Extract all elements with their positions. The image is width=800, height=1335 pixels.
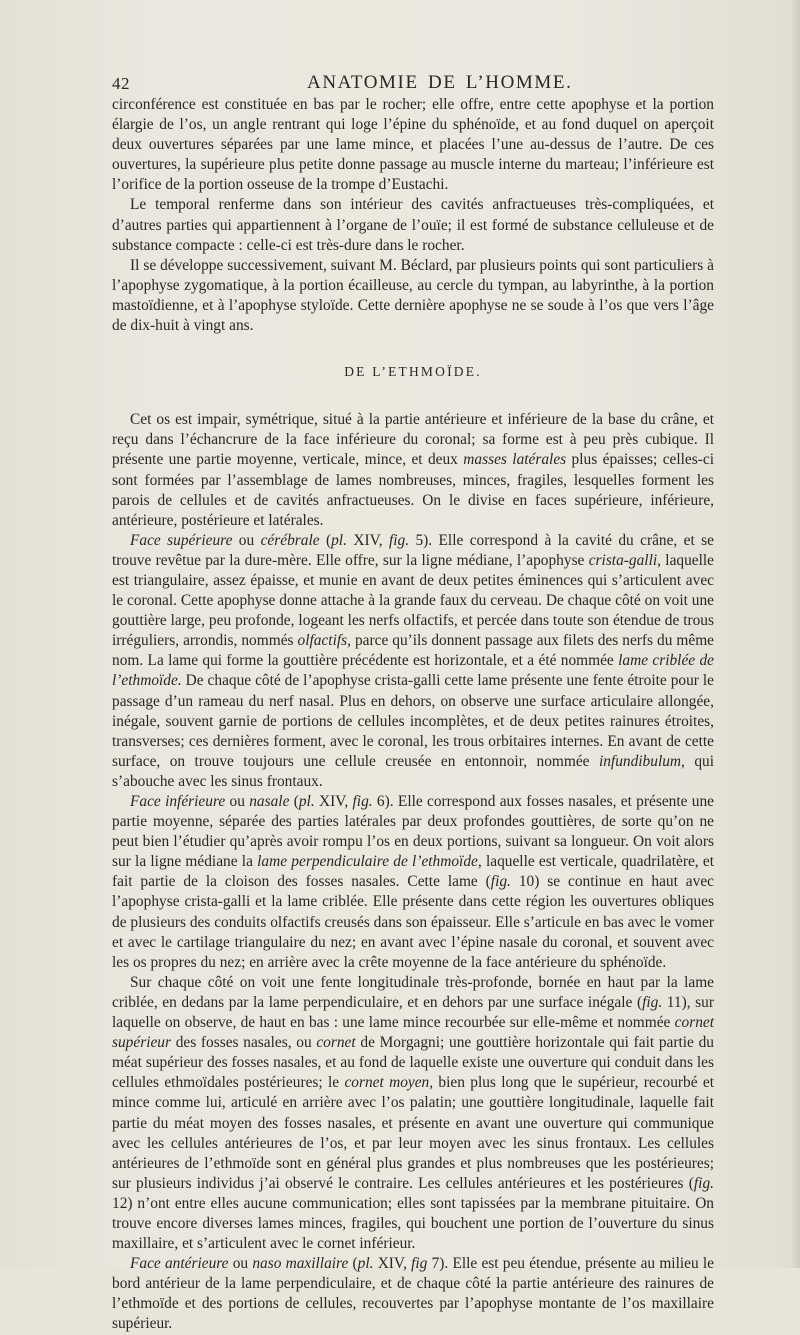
text-run: XIV, (373, 1255, 412, 1273)
text-run: De chaque côté de l’apophyse crista-galli cette lame présente une fente étroite pour le passage d’un rameau du nerf nasal. Plus en dehors, on observe une surface articulaire allongée, inégale, souvent garnie de portions de cellules incomplètes, et de deux petites rainures étroites, transverses; ces dernières forment, avec le coronal, les trous orbitaires internes. En avant de cette surface, on trouve toujours une cellule creusée en entonnoir, nommée (112, 672, 714, 770)
page-number: 42 (112, 74, 130, 93)
italic-term: pl. (331, 531, 347, 549)
paragraph-face-inferieure (112, 792, 714, 973)
text-run: laquelle est triangulaire, assez épaisse, et munie en avant de deux petites éminences qui s’articulent avec le coronal. Cette apophyse donne attache à la grande faux du cerveau. De chaque côté on voit une gouttière large, peu profonde, logeant les nerfs olfactifs, et percée dans toute son étendue de trous irréguliers, arrondis, nommés (112, 551, 714, 650)
text-run: Cet os est impair, symétrique, situé à la partie antérieure et inférieure de la base du crâne, et reçu dans l’échancrure de la face inférieure du coronal; sa forme est à peu près cubique. Il présente une partie moyenne, verticale, mince, et deux (112, 411, 714, 469)
italic-term: fig. (642, 993, 663, 1011)
italic-term: naso maxillaire (252, 1255, 349, 1273)
text-run: ( (289, 793, 299, 810)
text-run: Sur chaque côté on voit une fente longitudinale très-profonde, bornée en haut par la lame criblée, en dedans par la lame perpendiculaire, et en dehors par une surface inégale ( (112, 973, 714, 1011)
text-run: 10) se continue en haut avec l’apophyse crista-galli et la lame criblée. Elle présente dans cette région les ouvertures obliques de plusieurs des conduits olfactifs creusés dans son épaisseur. Elle s’articule en bas avec le vomer et avec le cartilage triangulaire du nez; en avant avec l’épine nasale du coronal, et souvent avec les os propres du nez; en arrière avec la crête moyenne de la face antérieure du sphénoïde. (112, 873, 714, 971)
text-run: ou (232, 531, 261, 549)
paragraph-temporal-interior: Le temporal renferme dans son intérieur des cavités anfractueuses très-compliquées, et d’autres parties qui appartiennent à l’organe de l’ouïe; il est formé de substance celluleuse et de substance compacte : celle-ci est très-dure dans le rocher. (112, 196, 714, 254)
italic-term: fig. (490, 873, 511, 891)
italic-term: Face inférieure (130, 793, 226, 810)
italic-term: pl. (298, 793, 315, 810)
text-run: de Morgagni; une gouttière horizontale qui fait partie du méat supérieur des fosses nasales, et au fond de laquelle existe une ouverture qui conduit dans les cellules ethmoïdales postérieures; le (112, 1034, 714, 1092)
text-run: qui s’abouche avec les sinus frontaux. (112, 752, 714, 790)
text-run: ou (228, 1255, 253, 1273)
italic-term: infundibulum, (598, 752, 685, 770)
italic-term: masses latérales (463, 451, 567, 469)
text-run: ( (319, 531, 332, 549)
paragraph-ethmoide-intro (112, 410, 714, 531)
section-heading-ethmoide: DE L’ETHMOÏDE. (344, 364, 482, 380)
text-run: XIV, (314, 793, 353, 810)
italic-term: cornet moyen, (344, 1074, 434, 1092)
paragraph-face-anterieure (112, 1254, 714, 1334)
paragraph-face-superieure (112, 531, 714, 792)
italic-term: fig (411, 1255, 428, 1273)
text-run: 12) n’ont entre elles aucune communication; elles sont tapissées par la membrane pituitaire. On trouve encore diverses lames minces, fragiles, qui bouchent une portion de l’ouverture du sinus maxillaire, et s’articulent avec le cornet inférieur. (112, 1194, 714, 1253)
italic-term: Face supérieure (130, 531, 233, 549)
text-run: 11), sur laquelle on observe, de haut en bas : une lame mince recourbée sur elle-même et nommée (112, 993, 714, 1032)
running-title: ANATOMIE DE L’HOMME. (307, 72, 573, 93)
italic-term: cornet supérieur (112, 1014, 714, 1052)
text-run: 6). Elle correspond aux fosses nasales, et présente une partie moyenne, séparée des parties latérales par deux profondes gouttières, de sorte qu’on ne peut bien l’étudier qu’après avoir rompu l’os en deux portions, suivant sa longueur. On voit alors sur la ligne médiane la (112, 793, 714, 871)
italic-term: Face antérieure (130, 1255, 229, 1273)
italic-term: nasale (249, 793, 290, 810)
paragraph-temporal-circumference: circonférence est constituée en bas par le rocher; elle offre, entre cette apophyse et la portion élargie de l’os, un angle rentrant qui loge l’épine du sphénoïde, et au fond duquel on aperçoit deux ouvertures séparées par une lame mince, et placées l’une au-dessus de l’autre. De ces ouvertures, la supérieure plus petite donne passage au muscle interne du marteau; l’inférieure est l’orifice de la portion osseuse de la trompe d’Eustachi. (112, 96, 714, 194)
text-run: 7). Elle est peu étendue, présente au milieu le bord antérieur de la lame perpendiculaire, et de chaque côté la partie antérieure des rainures de l’ethmoïde et des portions de cellules, recouvertes par l’apophyse montante de l’os maxillaire supérieur. (112, 1255, 714, 1333)
text-run: des fosses nasales, ou (171, 1034, 317, 1052)
italic-term: fig. (388, 531, 410, 549)
italic-term: lame perpendiculaire de l’ethmoïde, (257, 853, 482, 871)
text-run: 5). Elle correspond à la cavité du crâne, et se trouve revêtue par la dure-mère. Elle offre, sur la ligne médiane, l’apophyse (112, 531, 714, 569)
italic-term: cornet (316, 1034, 356, 1052)
text-run: XIV, (346, 531, 389, 549)
italic-term: crista-galli, (588, 551, 661, 569)
text-run: plus épaisses; celles-ci sont formées par l’assemblage de lames nombreuses, minces, fragiles, lesquelles forment les parois de cellules et de cavités anfractueuses. On le divise en faces supérieure, inférieure, antérieure, postérieure et latérales. (112, 451, 714, 529)
text-run: bien plus long que le supérieur, recourbé et mince comme lui, articulé en arrière avec l’os palatin; une gouttière longitudinale, laquelle fait partie du méat moyen des fosses nasales, et présente en avant une ouverture qui communique avec les cellules antérieures de l’os, et par leur moyen avec les sinus frontaux. Les cellules antérieures de l’ethmoïde sont en général plus grandes et plus nombreuses que les postérieures; sur plusieurs individus j’ai observé le contraire. Les cellules antérieures et les postérieures ( (112, 1074, 715, 1192)
text-run: parce qu’ils donnent passage aux filets des nerfs du même nom. La lame qui forme la gouttière précédente est horizontale, et a été nommée (112, 632, 714, 670)
italic-term: olfactifs, (297, 632, 351, 650)
paragraph-temporal-development: Il se développe successivement, suivant M. Béclard, par plusieurs points qui sont particuliers à l’apophyse zygomatique, à la portion écailleuse, au cercle du tympan, au labyrinthe, à la portion mastoïdienne, et à l’apophyse styloïde. Cette dernière apophyse ne se soude à l’os que vers l’âge de dix-huit à vingt ans. (112, 256, 714, 335)
page-header (112, 72, 712, 96)
text-run: ou (225, 793, 250, 810)
body-text (112, 95, 714, 1335)
italic-term: lame criblée de l’ethmoïde. (112, 652, 714, 690)
paragraph-fente-longitudinale (112, 973, 714, 1254)
text-run: ( (348, 1255, 358, 1273)
italic-term: fig. (693, 1174, 714, 1192)
text-run: laquelle est verticale, quadrilatère, et fait partie de la cloison des fosses nasales. Cette lame ( (112, 853, 715, 891)
italic-term: pl. (357, 1255, 374, 1273)
page-edge-shadow (790, 0, 800, 1268)
italic-term: fig. (352, 793, 373, 810)
italic-term: cérébrale (260, 531, 320, 549)
